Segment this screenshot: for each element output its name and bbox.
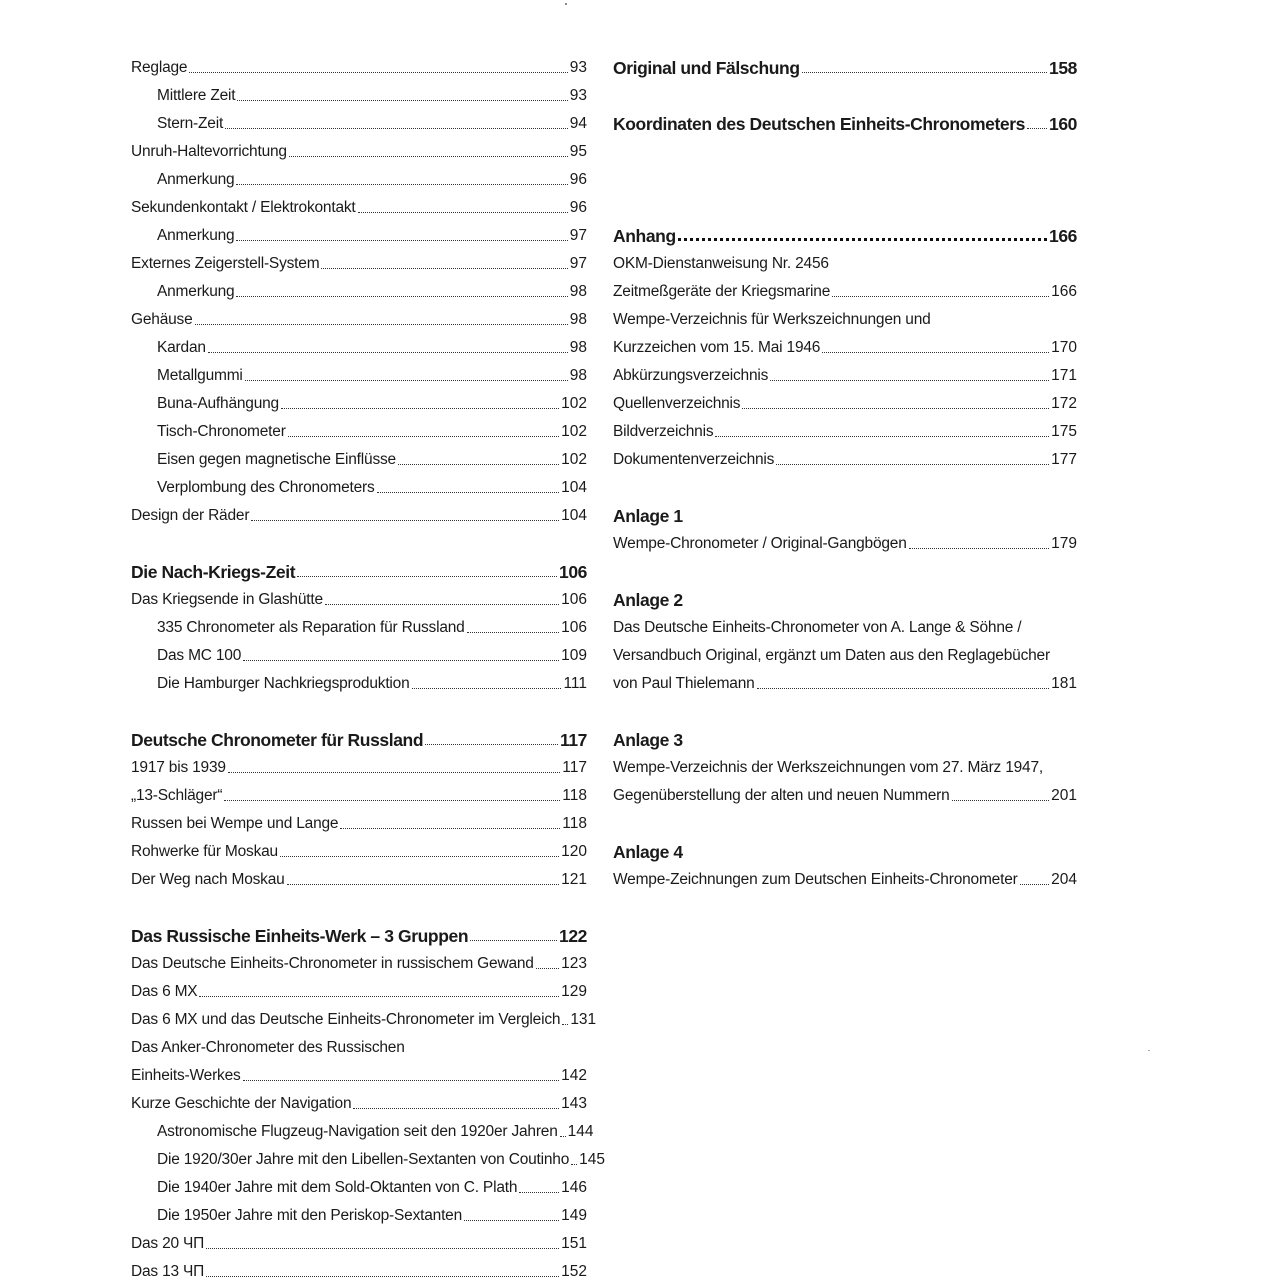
toc-entry[interactable] bbox=[131, 1004, 597, 1032]
toc-entry-title: Wempe-Chronometer / Original-Gangbögen bbox=[613, 535, 907, 552]
dot-leader bbox=[289, 156, 568, 157]
scan-speck bbox=[565, 3, 567, 5]
dot-leader bbox=[340, 828, 560, 829]
toc-page-number: 120 bbox=[561, 843, 587, 860]
toc-page-number: 98 bbox=[569, 311, 587, 328]
toc-entry-title: Tisch-Chronometer bbox=[157, 423, 286, 440]
dot-leader bbox=[287, 884, 560, 885]
toc-entry[interactable] bbox=[131, 668, 587, 696]
toc-entry-title: Stern-Zeit bbox=[157, 115, 224, 132]
toc-entry-title: Anlage 4 bbox=[613, 842, 683, 862]
toc-entry-title: von Paul Thielemann bbox=[613, 675, 755, 692]
toc-page-number: 175 bbox=[1051, 423, 1077, 440]
toc-page-number: 111 bbox=[563, 675, 587, 692]
toc-entry-title: Mittlere Zeit bbox=[157, 87, 236, 104]
toc-entry[interactable] bbox=[613, 360, 1077, 388]
toc-entry[interactable] bbox=[131, 80, 587, 108]
dot-leader bbox=[519, 1192, 559, 1193]
toc-entry[interactable] bbox=[613, 668, 1077, 696]
toc-entry-title: Eisen gegen magnetische Einflüsse bbox=[157, 451, 396, 468]
toc-entry-title: Die 1950er Jahre mit den Periskop-Sextanten bbox=[157, 1207, 463, 1224]
dot-leader bbox=[288, 436, 559, 437]
toc-page-number: 98 bbox=[569, 367, 587, 384]
toc-entry[interactable] bbox=[131, 808, 587, 836]
toc-entry-title: Das Kriegsende in Glashütte bbox=[131, 591, 323, 608]
dot-leader bbox=[909, 548, 1049, 549]
dot-leader bbox=[199, 996, 559, 997]
dot-leader bbox=[208, 352, 568, 353]
toc-entry-title: Die 1940er Jahre mit dem Sold-Oktanten von C. Plath bbox=[157, 1179, 518, 1196]
toc-page-number: 104 bbox=[561, 479, 587, 496]
toc-entry[interactable] bbox=[613, 388, 1077, 416]
toc-page-number: 143 bbox=[561, 1095, 587, 1112]
dot-leader bbox=[236, 296, 567, 297]
toc-page-number: 145 bbox=[579, 1151, 606, 1168]
toc-entry[interactable] bbox=[131, 276, 587, 304]
toc-entry-title: Kurzzeichen vom 15. Mai 1946 bbox=[613, 339, 821, 356]
dot-leader bbox=[776, 464, 1049, 465]
toc-entry[interactable] bbox=[613, 304, 1077, 332]
toc-section-heading[interactable] bbox=[613, 108, 1077, 136]
toc-page-number: 204 bbox=[1051, 871, 1077, 888]
dot-leader bbox=[377, 492, 560, 493]
toc-entry[interactable] bbox=[131, 1200, 587, 1228]
toc-section-heading[interactable] bbox=[131, 724, 587, 752]
toc-right-column bbox=[613, 52, 1077, 892]
dot-leader bbox=[195, 324, 568, 325]
toc-entry[interactable] bbox=[613, 864, 1077, 892]
toc-page-number: 131 bbox=[570, 1011, 597, 1028]
toc-page-number: 179 bbox=[1051, 535, 1077, 552]
toc-entry-title: Das 13 ЧП bbox=[131, 1263, 205, 1280]
toc-entry-title: Abkürzungsverzeichnis bbox=[613, 367, 769, 384]
dot-leader bbox=[832, 296, 1049, 297]
toc-page-number: 96 bbox=[569, 199, 587, 216]
toc-entry-title: Kurze Geschichte der Navigation bbox=[131, 1095, 352, 1112]
dot-leader bbox=[470, 940, 557, 941]
toc-entry[interactable] bbox=[131, 360, 587, 388]
dot-leader bbox=[952, 800, 1050, 801]
toc-page-number: 104 bbox=[561, 507, 587, 524]
dot-leader bbox=[206, 1276, 559, 1277]
dot-leader bbox=[224, 800, 560, 801]
dot-leader bbox=[715, 436, 1049, 437]
toc-entry-title: Rohwerke für Moskau bbox=[131, 843, 278, 860]
toc-entry-title: Das Russische Einheits-Werk – 3 Gruppen bbox=[131, 926, 469, 946]
toc-page-number: 201 bbox=[1051, 787, 1077, 804]
dot-leader bbox=[353, 1108, 559, 1109]
toc-entry-title: 1917 bis 1939 bbox=[131, 759, 226, 776]
toc-page-number: 102 bbox=[561, 395, 587, 412]
dot-leader bbox=[236, 184, 567, 185]
dot-leader bbox=[297, 576, 557, 577]
toc-entry[interactable] bbox=[131, 584, 587, 612]
toc-page-number: 93 bbox=[569, 87, 587, 104]
dot-leader bbox=[398, 464, 559, 465]
dot-leader bbox=[571, 1164, 577, 1165]
toc-entry-title: Reglage bbox=[131, 59, 188, 76]
toc-entry[interactable] bbox=[613, 332, 1077, 360]
dot-leader bbox=[425, 744, 558, 745]
toc-entry-title: Sekundenkontakt / Elektrokontakt bbox=[131, 199, 356, 216]
toc-page-number: 96 bbox=[569, 171, 587, 188]
dot-leader bbox=[228, 772, 560, 773]
toc-entry[interactable] bbox=[131, 976, 587, 1004]
toc-entry[interactable] bbox=[613, 528, 1077, 556]
toc-section-heading[interactable] bbox=[613, 220, 1077, 248]
toc-entry-title: Das 6 MX bbox=[131, 983, 198, 1000]
toc-entry-title: Wempe-Verzeichnis für Werkszeichnungen und bbox=[613, 311, 931, 328]
toc-page-number: 98 bbox=[569, 283, 587, 300]
toc-page-number: 97 bbox=[569, 255, 587, 272]
toc-entry-title: Zeitmeßgeräte der Kriegsmarine bbox=[613, 283, 831, 300]
dot-leader bbox=[770, 380, 1049, 381]
toc-entry[interactable] bbox=[613, 444, 1077, 472]
toc-entry-title: Das MC 100 bbox=[157, 647, 242, 664]
toc-entry-title: Russen bei Wempe und Lange bbox=[131, 815, 339, 832]
spacer bbox=[613, 80, 1077, 108]
toc-page-number: 171 bbox=[1051, 367, 1077, 384]
dot-leader bbox=[802, 72, 1047, 73]
toc-page-number: 151 bbox=[561, 1235, 587, 1252]
dot-leader bbox=[560, 1136, 566, 1137]
toc-entry[interactable] bbox=[613, 612, 1077, 640]
toc-entry[interactable] bbox=[131, 1060, 587, 1088]
toc-page-number: 177 bbox=[1051, 451, 1077, 468]
toc-page-number: 106 bbox=[561, 591, 587, 608]
dot-leader bbox=[467, 632, 560, 633]
toc-entry[interactable] bbox=[131, 1144, 606, 1172]
toc-entry[interactable] bbox=[131, 640, 587, 668]
dot-leader bbox=[243, 660, 559, 661]
dot-leader bbox=[236, 240, 567, 241]
toc-page-number: 117 bbox=[559, 730, 587, 750]
toc-entry[interactable] bbox=[131, 164, 587, 192]
toc-page-number: 122 bbox=[559, 926, 587, 946]
toc-page-number: 158 bbox=[1049, 58, 1077, 78]
toc-entry[interactable] bbox=[131, 864, 587, 892]
toc-page-number: 181 bbox=[1051, 675, 1077, 692]
toc-page-number: 149 bbox=[561, 1207, 587, 1224]
toc-entry-title: Astronomische Flugzeug-Navigation seit den 1920er Jahren bbox=[157, 1123, 558, 1140]
dot-leader bbox=[325, 604, 559, 605]
toc-entry-title: Das 6 MX und das Deutsche Einheits-Chronometer im Vergleich bbox=[131, 1011, 561, 1028]
toc-page-number: 98 bbox=[569, 339, 587, 356]
toc-entry-title: Die Hamburger Nachkriegsproduktion bbox=[157, 675, 410, 692]
dot-leader bbox=[206, 1248, 559, 1249]
toc-entry-title: Metallgummi bbox=[157, 367, 243, 384]
toc-entry-title: Buna-Aufhängung bbox=[157, 395, 279, 412]
toc-entry-title: Die 1920/30er Jahre mit den Libellen-Sextanten von Coutinho bbox=[157, 1151, 570, 1168]
toc-entry[interactable] bbox=[131, 1228, 587, 1256]
toc-page-number: 166 bbox=[1049, 226, 1077, 246]
dot-leader bbox=[321, 268, 567, 269]
toc-entry[interactable] bbox=[131, 220, 587, 248]
toc-page-number: 95 bbox=[569, 143, 587, 160]
spacer bbox=[613, 192, 1077, 220]
toc-page-number: 142 bbox=[561, 1067, 587, 1084]
toc-entry[interactable] bbox=[613, 640, 1077, 668]
toc-entry-title: OKM-Dienstanweisung Nr. 2456 bbox=[613, 255, 829, 272]
toc-entry[interactable] bbox=[613, 752, 1077, 780]
toc-entry-title: Die Nach-Kriegs-Zeit bbox=[131, 562, 296, 582]
dot-leader bbox=[237, 100, 567, 101]
toc-entry-title: Bildverzeichnis bbox=[613, 423, 714, 440]
toc-page-number: 160 bbox=[1049, 114, 1077, 134]
dot-leader bbox=[1027, 128, 1047, 129]
toc-entry[interactable] bbox=[131, 780, 587, 808]
toc-page-number: 93 bbox=[569, 59, 587, 76]
toc-entry[interactable] bbox=[131, 416, 587, 444]
toc-entry-title: Anmerkung bbox=[157, 171, 235, 188]
toc-section-heading[interactable] bbox=[613, 584, 1077, 612]
toc-page-number: 144 bbox=[567, 1123, 594, 1140]
toc-entry-title: Anmerkung bbox=[157, 283, 235, 300]
dot-leader bbox=[280, 856, 559, 857]
toc-section-heading[interactable] bbox=[613, 724, 1077, 752]
toc-entry-title: 335 Chronometer als Reparation für Russland bbox=[157, 619, 465, 636]
toc-entry[interactable] bbox=[131, 1172, 587, 1200]
toc-entry-title: Anlage 3 bbox=[613, 730, 683, 750]
dot-leader bbox=[742, 408, 1049, 409]
toc-entry[interactable] bbox=[131, 1256, 587, 1284]
toc-entry-title: Versandbuch Original, ergänzt um Daten aus den Reglagebücher bbox=[613, 647, 1050, 664]
dot-leader bbox=[1020, 884, 1050, 885]
dot-leader bbox=[245, 380, 568, 381]
toc-entry[interactable] bbox=[131, 136, 587, 164]
toc-entry[interactable] bbox=[131, 612, 587, 640]
dot-leader bbox=[243, 1080, 560, 1081]
toc-entry[interactable] bbox=[613, 248, 1077, 276]
toc-entry-title: Anhang bbox=[613, 226, 676, 246]
toc-entry[interactable] bbox=[131, 332, 587, 360]
toc-entry-title: Design der Räder bbox=[131, 507, 250, 524]
toc-entry-title: „13-Schläger“ bbox=[131, 787, 223, 804]
toc-entry[interactable] bbox=[131, 444, 587, 472]
dot-leader bbox=[225, 128, 568, 129]
toc-section-heading[interactable] bbox=[613, 836, 1077, 864]
toc-entry-title: Wempe-Zeichnungen zum Deutschen Einheits-Chronometer bbox=[613, 871, 1018, 888]
dot-leader bbox=[358, 212, 568, 213]
toc-section-heading[interactable] bbox=[613, 52, 1077, 80]
toc-entry[interactable] bbox=[131, 388, 587, 416]
dot-leader bbox=[251, 520, 559, 521]
toc-entry-title: Koordinaten des Deutschen Einheits-Chronometers bbox=[613, 114, 1025, 134]
toc-entry[interactable] bbox=[613, 276, 1077, 304]
toc-entry-title: Das Deutsche Einheits-Chronometer von A. Lange & Söhne / bbox=[613, 619, 1022, 636]
toc-entry[interactable] bbox=[131, 472, 587, 500]
toc-entry[interactable] bbox=[131, 304, 587, 332]
dot-leader bbox=[822, 352, 1049, 353]
dot-leader bbox=[562, 1024, 568, 1025]
toc-entry-title: Dokumentenverzeichnis bbox=[613, 451, 775, 468]
toc-section-heading[interactable] bbox=[131, 556, 587, 584]
scan-speck bbox=[1148, 1050, 1150, 1051]
toc-page-number: 118 bbox=[562, 815, 587, 832]
toc-section-heading[interactable] bbox=[131, 920, 587, 948]
toc-entry-title: Wempe-Verzeichnis der Werkszeichnungen vom 27. März 1947, bbox=[613, 759, 1043, 776]
toc-page-number: 123 bbox=[561, 955, 587, 972]
toc-entry-title: Das 20 ЧП bbox=[131, 1235, 205, 1252]
toc-page-number: 102 bbox=[561, 423, 587, 440]
toc-page-number: 106 bbox=[561, 619, 587, 636]
toc-entry[interactable] bbox=[613, 416, 1077, 444]
toc-left-column bbox=[131, 52, 606, 1284]
dot-leader bbox=[536, 968, 559, 969]
dot-leader bbox=[412, 688, 562, 689]
toc-page-number: 109 bbox=[561, 647, 587, 664]
toc-page-number: 152 bbox=[561, 1263, 587, 1280]
toc-entry-title: Der Weg nach Moskau bbox=[131, 871, 285, 888]
toc-entry-title: Original und Fälschung bbox=[613, 58, 800, 78]
toc-entry[interactable] bbox=[131, 1032, 587, 1060]
toc-entry-title: Gehäuse bbox=[131, 311, 193, 328]
toc-entry-title: Kardan bbox=[157, 339, 206, 356]
spacer bbox=[613, 164, 1077, 192]
toc-entry-title: Deutsche Chronometer für Russland bbox=[131, 730, 424, 750]
toc-page-number: 97 bbox=[569, 227, 587, 244]
toc-entry[interactable] bbox=[131, 948, 587, 976]
toc-entry[interactable] bbox=[131, 248, 587, 276]
toc-page-number: 117 bbox=[562, 759, 587, 776]
toc-entry[interactable] bbox=[131, 1116, 594, 1144]
toc-entry[interactable] bbox=[131, 108, 587, 136]
toc-entry[interactable] bbox=[131, 52, 587, 80]
toc-page-number: 106 bbox=[559, 562, 587, 582]
toc-entry[interactable] bbox=[131, 192, 587, 220]
toc-entry-title: Externes Zeigerstell-System bbox=[131, 255, 320, 272]
toc-page-number: 121 bbox=[561, 871, 587, 888]
dot-leader bbox=[757, 688, 1050, 689]
toc-entry-title: Anlage 2 bbox=[613, 590, 683, 610]
toc-entry[interactable] bbox=[131, 1088, 587, 1116]
spacer bbox=[613, 136, 1077, 164]
toc-entry[interactable] bbox=[613, 780, 1077, 808]
toc-entry[interactable] bbox=[131, 752, 587, 780]
dot-leader bbox=[189, 72, 567, 73]
toc-entry-title: Das Anker-Chronometer des Russischen bbox=[131, 1039, 405, 1056]
toc-entry-title: Anmerkung bbox=[157, 227, 235, 244]
toc-page-number: 172 bbox=[1051, 395, 1077, 412]
toc-entry-title: Das Deutsche Einheits-Chronometer in russischem Gewand bbox=[131, 955, 534, 972]
toc-entry-title: Unruh-Haltevorrichtung bbox=[131, 143, 287, 160]
toc-entry[interactable] bbox=[131, 500, 587, 528]
toc-page-number: 146 bbox=[561, 1179, 587, 1196]
toc-entry[interactable] bbox=[131, 836, 587, 864]
toc-page-number: 129 bbox=[561, 983, 587, 1000]
toc-entry-title: Einheits-Werkes bbox=[131, 1067, 241, 1084]
toc-page-number: 170 bbox=[1051, 339, 1077, 356]
toc-entry-title: Gegenüberstellung der alten und neuen Nummern bbox=[613, 787, 950, 804]
toc-page-number: 118 bbox=[562, 787, 587, 804]
dot-leader bbox=[678, 238, 1047, 241]
toc-page-number: 94 bbox=[569, 115, 587, 132]
toc-entry-title: Verplombung des Chronometers bbox=[157, 479, 375, 496]
toc-page-number: 166 bbox=[1051, 283, 1077, 300]
dot-leader bbox=[281, 408, 559, 409]
dot-leader bbox=[464, 1220, 559, 1221]
toc-entry-title: Quellenverzeichnis bbox=[613, 395, 741, 412]
toc-entry-title: Anlage 1 bbox=[613, 506, 683, 526]
toc-page-number: 102 bbox=[561, 451, 587, 468]
toc-section-heading[interactable] bbox=[613, 500, 1077, 528]
